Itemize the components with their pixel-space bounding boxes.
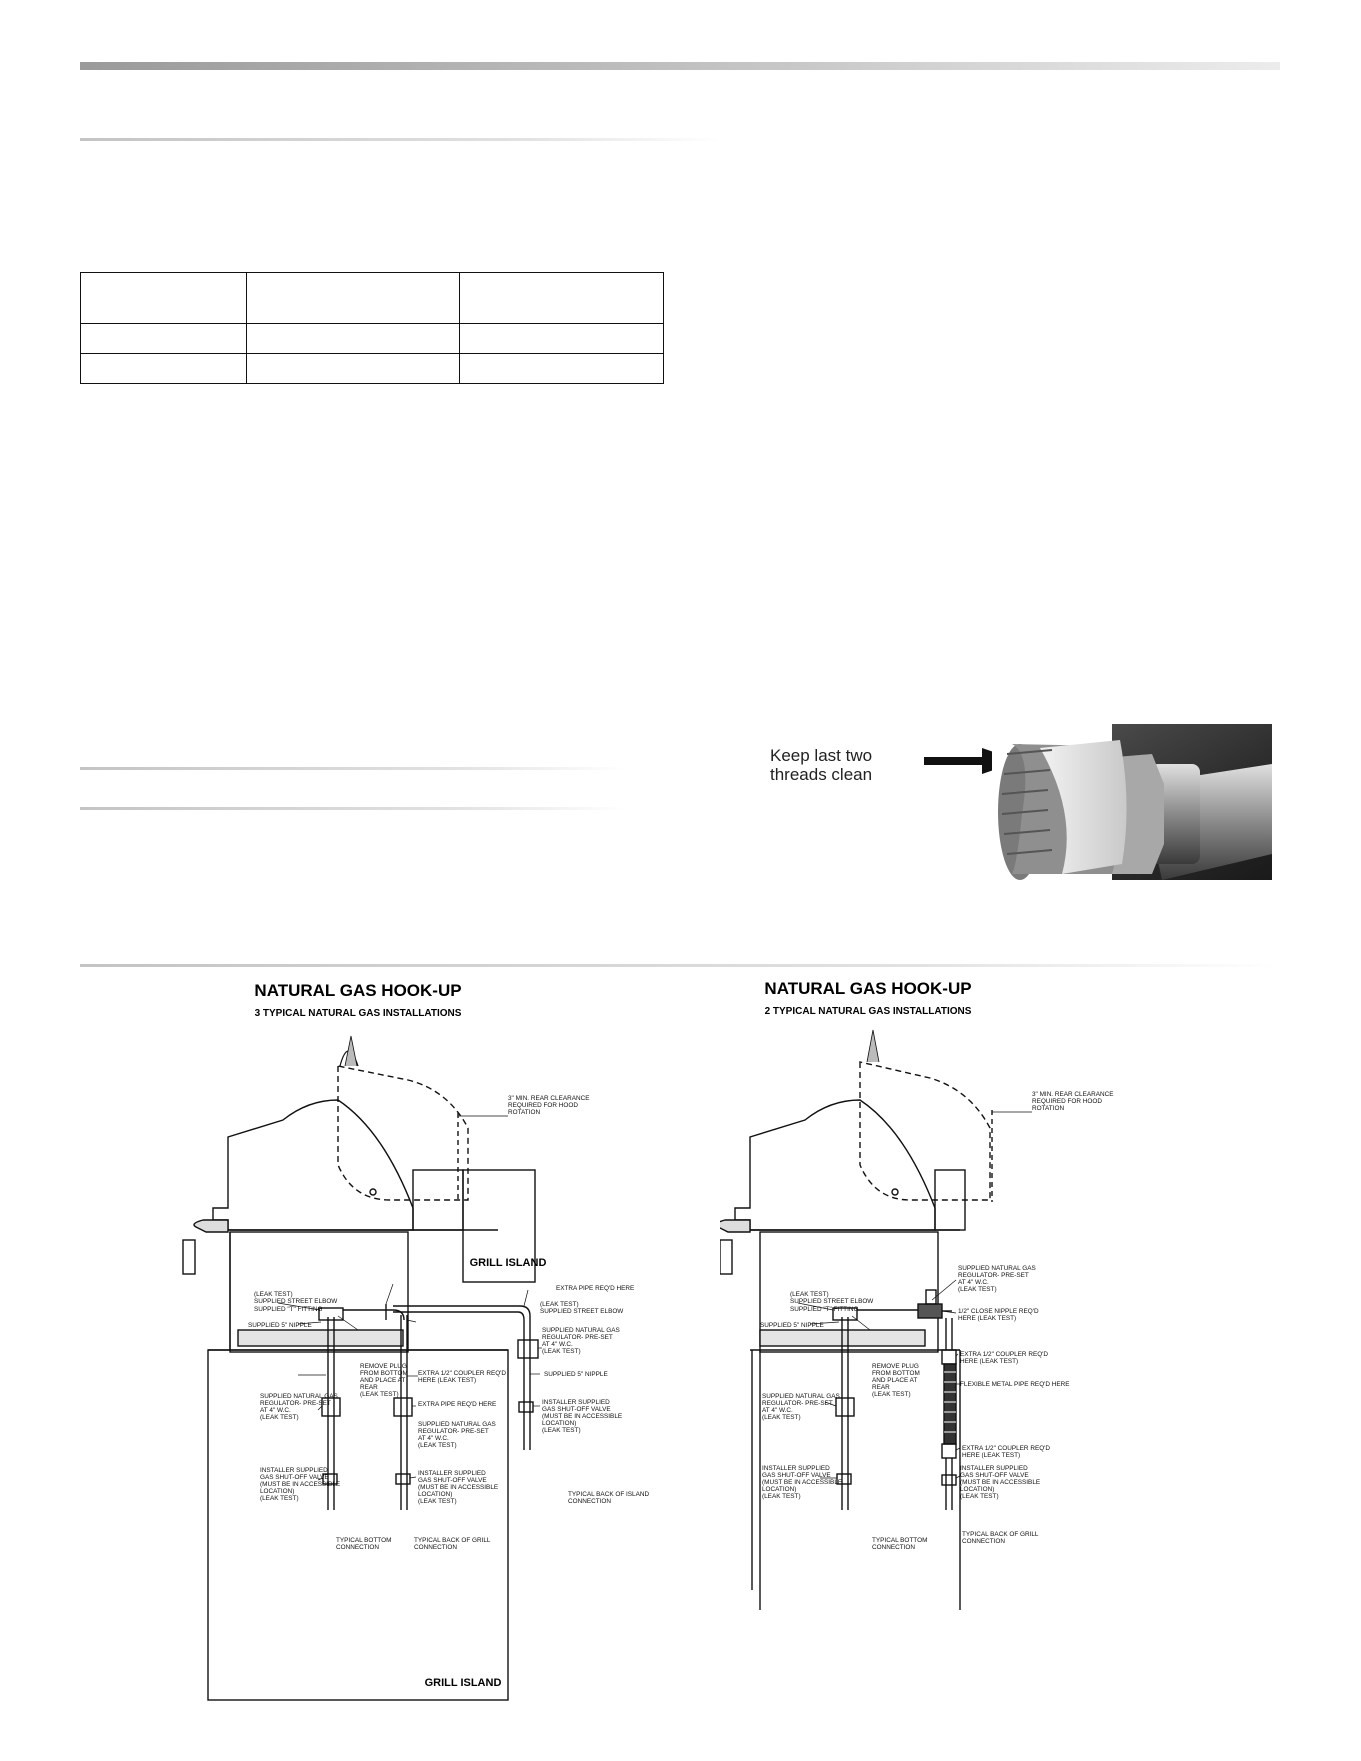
diagram-label: REGULATOR- PRE-SET (542, 1334, 613, 1341)
table-cell (81, 324, 247, 354)
diagram-label: REAR (360, 1384, 378, 1391)
svg-text:1/2" CLOSE NIPPLE REQ'DHERE (L (958, 1308, 1039, 1322)
diagram-label: 3" MIN. REAR CLEARANCE (508, 1095, 590, 1102)
photo-callout (770, 746, 872, 784)
diagram-label: TYPICAL BACK OF GRILL (962, 1531, 1039, 1538)
callout-line: threads clean (770, 765, 873, 784)
diagram-label: HERE (LEAK TEST) (418, 1377, 477, 1384)
pipe-thread-photo (992, 724, 1272, 880)
island-label: GRILL ISLAND (469, 1257, 547, 1269)
table-cell (460, 354, 664, 384)
table-cell (460, 273, 664, 324)
diagram-label: SUPPLIED STREET ELBOW (540, 1308, 624, 1315)
table-cell (460, 324, 664, 354)
diagram-label: (LEAK TEST) (790, 1291, 829, 1298)
diagram-label: (MUST BE IN ACCESSIBLE (762, 1479, 843, 1486)
svg-text:3" MIN. REAR CLEARANCEREQUIRED (508, 1095, 589, 1116)
svg-text:EXTRA 1/2" COUPLER REQ'DHERE ( (960, 1351, 1048, 1365)
svg-text:TYPICAL BOTTOMCONNECTION (872, 1537, 927, 1551)
svg-text:TYPICAL BACK OF GRILLCONNECTIO (414, 1537, 491, 1551)
diagram-label: (LEAK TEST) (254, 1291, 293, 1298)
diagram-label: SUPPLIED "T" FITTING (254, 1306, 323, 1313)
section-rule-3 (80, 807, 625, 810)
diagram-label: SUPPLIED NATURAL GAS (958, 1265, 1036, 1272)
diagram-label: REGULATOR- PRE-SET (260, 1400, 331, 1407)
diagram-label: LOCATION) (960, 1486, 995, 1493)
diagram-label: SUPPLIED 5" NIPPLE (544, 1371, 608, 1378)
diagram-label: GAS SHUT-OFF VALVE (418, 1477, 487, 1484)
diagram-label: (LEAK TEST) (872, 1391, 911, 1398)
gas-hookup-diagram-2 (720, 970, 1160, 1630)
diagram-label: SUPPLIED NATURAL GAS (418, 1421, 496, 1428)
diagram-label: AT 4" W.C. (418, 1435, 449, 1442)
diagram-label: REQUIRED FOR HOOD (508, 1102, 578, 1109)
svg-text:SUPPLIED NATURAL GASREGULATOR- (542, 1327, 620, 1355)
diagram-label: 3" MIN. REAR CLEARANCE (1032, 1091, 1114, 1098)
diagram-label: (LEAK TEST) (418, 1442, 457, 1449)
spec-table (80, 272, 664, 384)
diagram-label: TYPICAL BACK OF GRILL (414, 1537, 491, 1544)
diagram-label: REMOVE PLUG (872, 1363, 919, 1370)
table-cell (247, 354, 460, 384)
svg-text:TYPICAL BACK OF ISLANDCONNECTI (568, 1491, 649, 1505)
diagram-label: GAS SHUT-OFF VALVE (762, 1472, 831, 1479)
diagram-label: REAR (872, 1384, 890, 1391)
diagram-label: INSTALLER SUPPLIED (542, 1399, 610, 1406)
section-rule-4 (80, 964, 1280, 967)
diagram-label: INSTALLER SUPPLIED (260, 1467, 328, 1474)
diagram-label: FLEXIBLE METAL PIPE REQ'D HERE (960, 1381, 1070, 1388)
diagram-subtitle: 2 TYPICAL NATURAL GAS INSTALLATIONS (764, 1006, 972, 1017)
diagram-label: (LEAK TEST) (958, 1286, 997, 1293)
diagram-label: CONNECTION (336, 1544, 379, 1551)
diagram-label: TYPICAL BOTTOM (336, 1537, 392, 1544)
diagram-label: INSTALLER SUPPLIED (960, 1465, 1028, 1472)
diagram-label: (LEAK TEST) (762, 1414, 801, 1421)
callout-line: Keep last two (770, 746, 873, 765)
svg-text:INSTALLER SUPPLIEDGAS SHUT-OFF (542, 1399, 622, 1434)
diagram-label: SUPPLIED STREET ELBOW (254, 1298, 338, 1305)
section-rule-1 (80, 138, 720, 141)
svg-text:3" MIN. REAR CLEARANCEREQUIRED (1032, 1091, 1113, 1112)
diagram-label: HERE (LEAK TEST) (960, 1358, 1019, 1365)
diagram-label: FROM BOTTOM (872, 1370, 920, 1377)
diagram-label: SUPPLIED NATURAL GAS (762, 1393, 840, 1400)
diagram-label: REQUIRED FOR HOOD (1032, 1098, 1102, 1105)
diagram-label: SUPPLIED 5" NIPPLE (760, 1322, 824, 1329)
diagram-label: HERE (LEAK TEST) (962, 1452, 1021, 1459)
diagram-subtitle: 3 TYPICAL NATURAL GAS INSTALLATIONS (254, 1008, 462, 1019)
svg-text:SUPPLIED NATURAL GASREGULATOR- (260, 1393, 338, 1421)
svg-text:SUPPLIED NATURAL GASREGULATOR- (958, 1265, 1036, 1293)
gas-hookup-diagram-3 (178, 970, 718, 1710)
table-cell (247, 324, 460, 354)
diagram-label: CONNECTION (962, 1538, 1005, 1545)
diagram-label: REGULATOR- PRE-SET (958, 1272, 1029, 1279)
table-row (81, 273, 664, 324)
island-label: GRILL ISLAND (424, 1677, 502, 1689)
diagram-label: LOCATION) (260, 1488, 295, 1495)
diagram-label: AND PLACE AT (872, 1377, 918, 1384)
diagram-label: (MUST BE IN ACCESSIBLE (260, 1481, 341, 1488)
diagram-title: NATURAL GAS HOOK-UP (764, 979, 972, 998)
diagram-label: EXTRA 1/2" COUPLER REQ'D (418, 1370, 507, 1377)
svg-text:TYPICAL BACK OF GRILLCONNECTIO (962, 1531, 1039, 1545)
table-row (81, 324, 664, 354)
svg-text:SUPPLIED NATURAL GASREGULATOR- (762, 1393, 840, 1421)
diagram-label: CONNECTION (414, 1544, 457, 1551)
diagram-label: (LEAK TEST) (418, 1498, 457, 1505)
diagram-label: AND PLACE AT (360, 1377, 406, 1384)
diagram-label: ROTATION (508, 1109, 541, 1116)
diagram-label: GAS SHUT-OFF VALVE (960, 1472, 1029, 1479)
diagram-label: (MUST BE IN ACCESSIBLE (960, 1479, 1041, 1486)
header-bar (80, 62, 1280, 70)
diagram-label: AT 4" W.C. (762, 1407, 793, 1414)
diagram-label: TYPICAL BOTTOM (872, 1537, 928, 1544)
svg-text:EXTRA 1/2" COUPLER REQ'DHERE ( (962, 1445, 1050, 1459)
diagram-label: AT 4" W.C. (958, 1279, 989, 1286)
table-row (81, 354, 664, 384)
diagram-label: EXTRA PIPE REQ'D HERE (556, 1285, 635, 1292)
diagram-label: LOCATION) (762, 1486, 797, 1493)
diagram-label: CONNECTION (568, 1498, 611, 1505)
diagram-label: INSTALLER SUPPLIED (418, 1470, 486, 1477)
svg-text:TYPICAL BOTTOMCONNECTION (336, 1537, 391, 1551)
diagram-label: REGULATOR- PRE-SET (762, 1400, 833, 1407)
svg-text:EXTRA 1/2" COUPLER REQ'DHERE ( (418, 1370, 506, 1384)
diagram-label: ROTATION (1032, 1105, 1065, 1112)
diagram-label: HERE (LEAK TEST) (958, 1315, 1017, 1322)
diagram-label: INSTALLER SUPPLIED (762, 1465, 830, 1472)
table-cell (81, 273, 247, 324)
diagram-label: REMOVE PLUG (360, 1363, 407, 1370)
diagram-label: TYPICAL BACK OF ISLAND (568, 1491, 650, 1498)
diagram-label: AT 4" W.C. (260, 1407, 291, 1414)
diagram-label: LOCATION) (418, 1491, 453, 1498)
section-rule-2 (80, 767, 625, 770)
svg-text:INSTALLER SUPPLIEDGAS SHUT-OFF (762, 1465, 842, 1500)
diagram-label: (LEAK TEST) (542, 1427, 581, 1434)
svg-text:INSTALLER SUPPLIEDGAS SHUT-OFF (418, 1470, 498, 1505)
diagram-label: (LEAK TEST) (260, 1414, 299, 1421)
diagram-label: EXTRA 1/2" COUPLER REQ'D (962, 1445, 1051, 1452)
diagram-label: (LEAK TEST) (260, 1495, 299, 1502)
diagram-label: AT 4" W.C. (542, 1341, 573, 1348)
diagram-label: (LEAK TEST) (960, 1493, 999, 1500)
diagram-label: (LEAK TEST) (762, 1493, 801, 1500)
diagram-label: SUPPLIED "T" FITTING (790, 1306, 859, 1313)
diagram-label: CONNECTION (872, 1544, 915, 1551)
diagram-label: FROM BOTTOM (360, 1370, 408, 1377)
diagram-title: NATURAL GAS HOOK-UP (254, 981, 462, 1000)
diagram-label: (MUST BE IN ACCESSIBLE (418, 1484, 499, 1491)
diagram-label: 1/2" CLOSE NIPPLE REQ'D (958, 1308, 1039, 1315)
diagram-label: (MUST BE IN ACCESSIBLE (542, 1413, 623, 1420)
diagram-label: SUPPLIED NATURAL GAS (542, 1327, 620, 1334)
diagram-label: (LEAK TEST) (540, 1301, 579, 1308)
diagram-label: EXTRA 1/2" COUPLER REQ'D (960, 1351, 1049, 1358)
diagram-label: SUPPLIED STREET ELBOW (790, 1298, 874, 1305)
diagram-label: REGULATOR- PRE-SET (418, 1428, 489, 1435)
diagram-label: (LEAK TEST) (542, 1348, 581, 1355)
diagram-label: EXTRA PIPE REQ'D HERE (418, 1401, 497, 1408)
table-cell (81, 354, 247, 384)
diagram-label: GAS SHUT-OFF VALVE (542, 1406, 611, 1413)
diagram-label: SUPPLIED 5" NIPPLE (248, 1322, 312, 1329)
diagram-label: LOCATION) (542, 1420, 577, 1427)
svg-text:REMOVE PLUGFROM BOTTOMAND PLAC (872, 1363, 920, 1398)
svg-text:SUPPLIED NATURAL GASREGULATOR- (418, 1421, 496, 1449)
diagram-label: (LEAK TEST) (360, 1391, 399, 1398)
table-cell (247, 273, 460, 324)
diagram-label: GAS SHUT-OFF VALVE (260, 1474, 329, 1481)
diagram-label: SUPPLIED NATURAL GAS (260, 1393, 338, 1400)
svg-text:INSTALLER SUPPLIEDGAS SHUT-OFF (960, 1465, 1040, 1500)
